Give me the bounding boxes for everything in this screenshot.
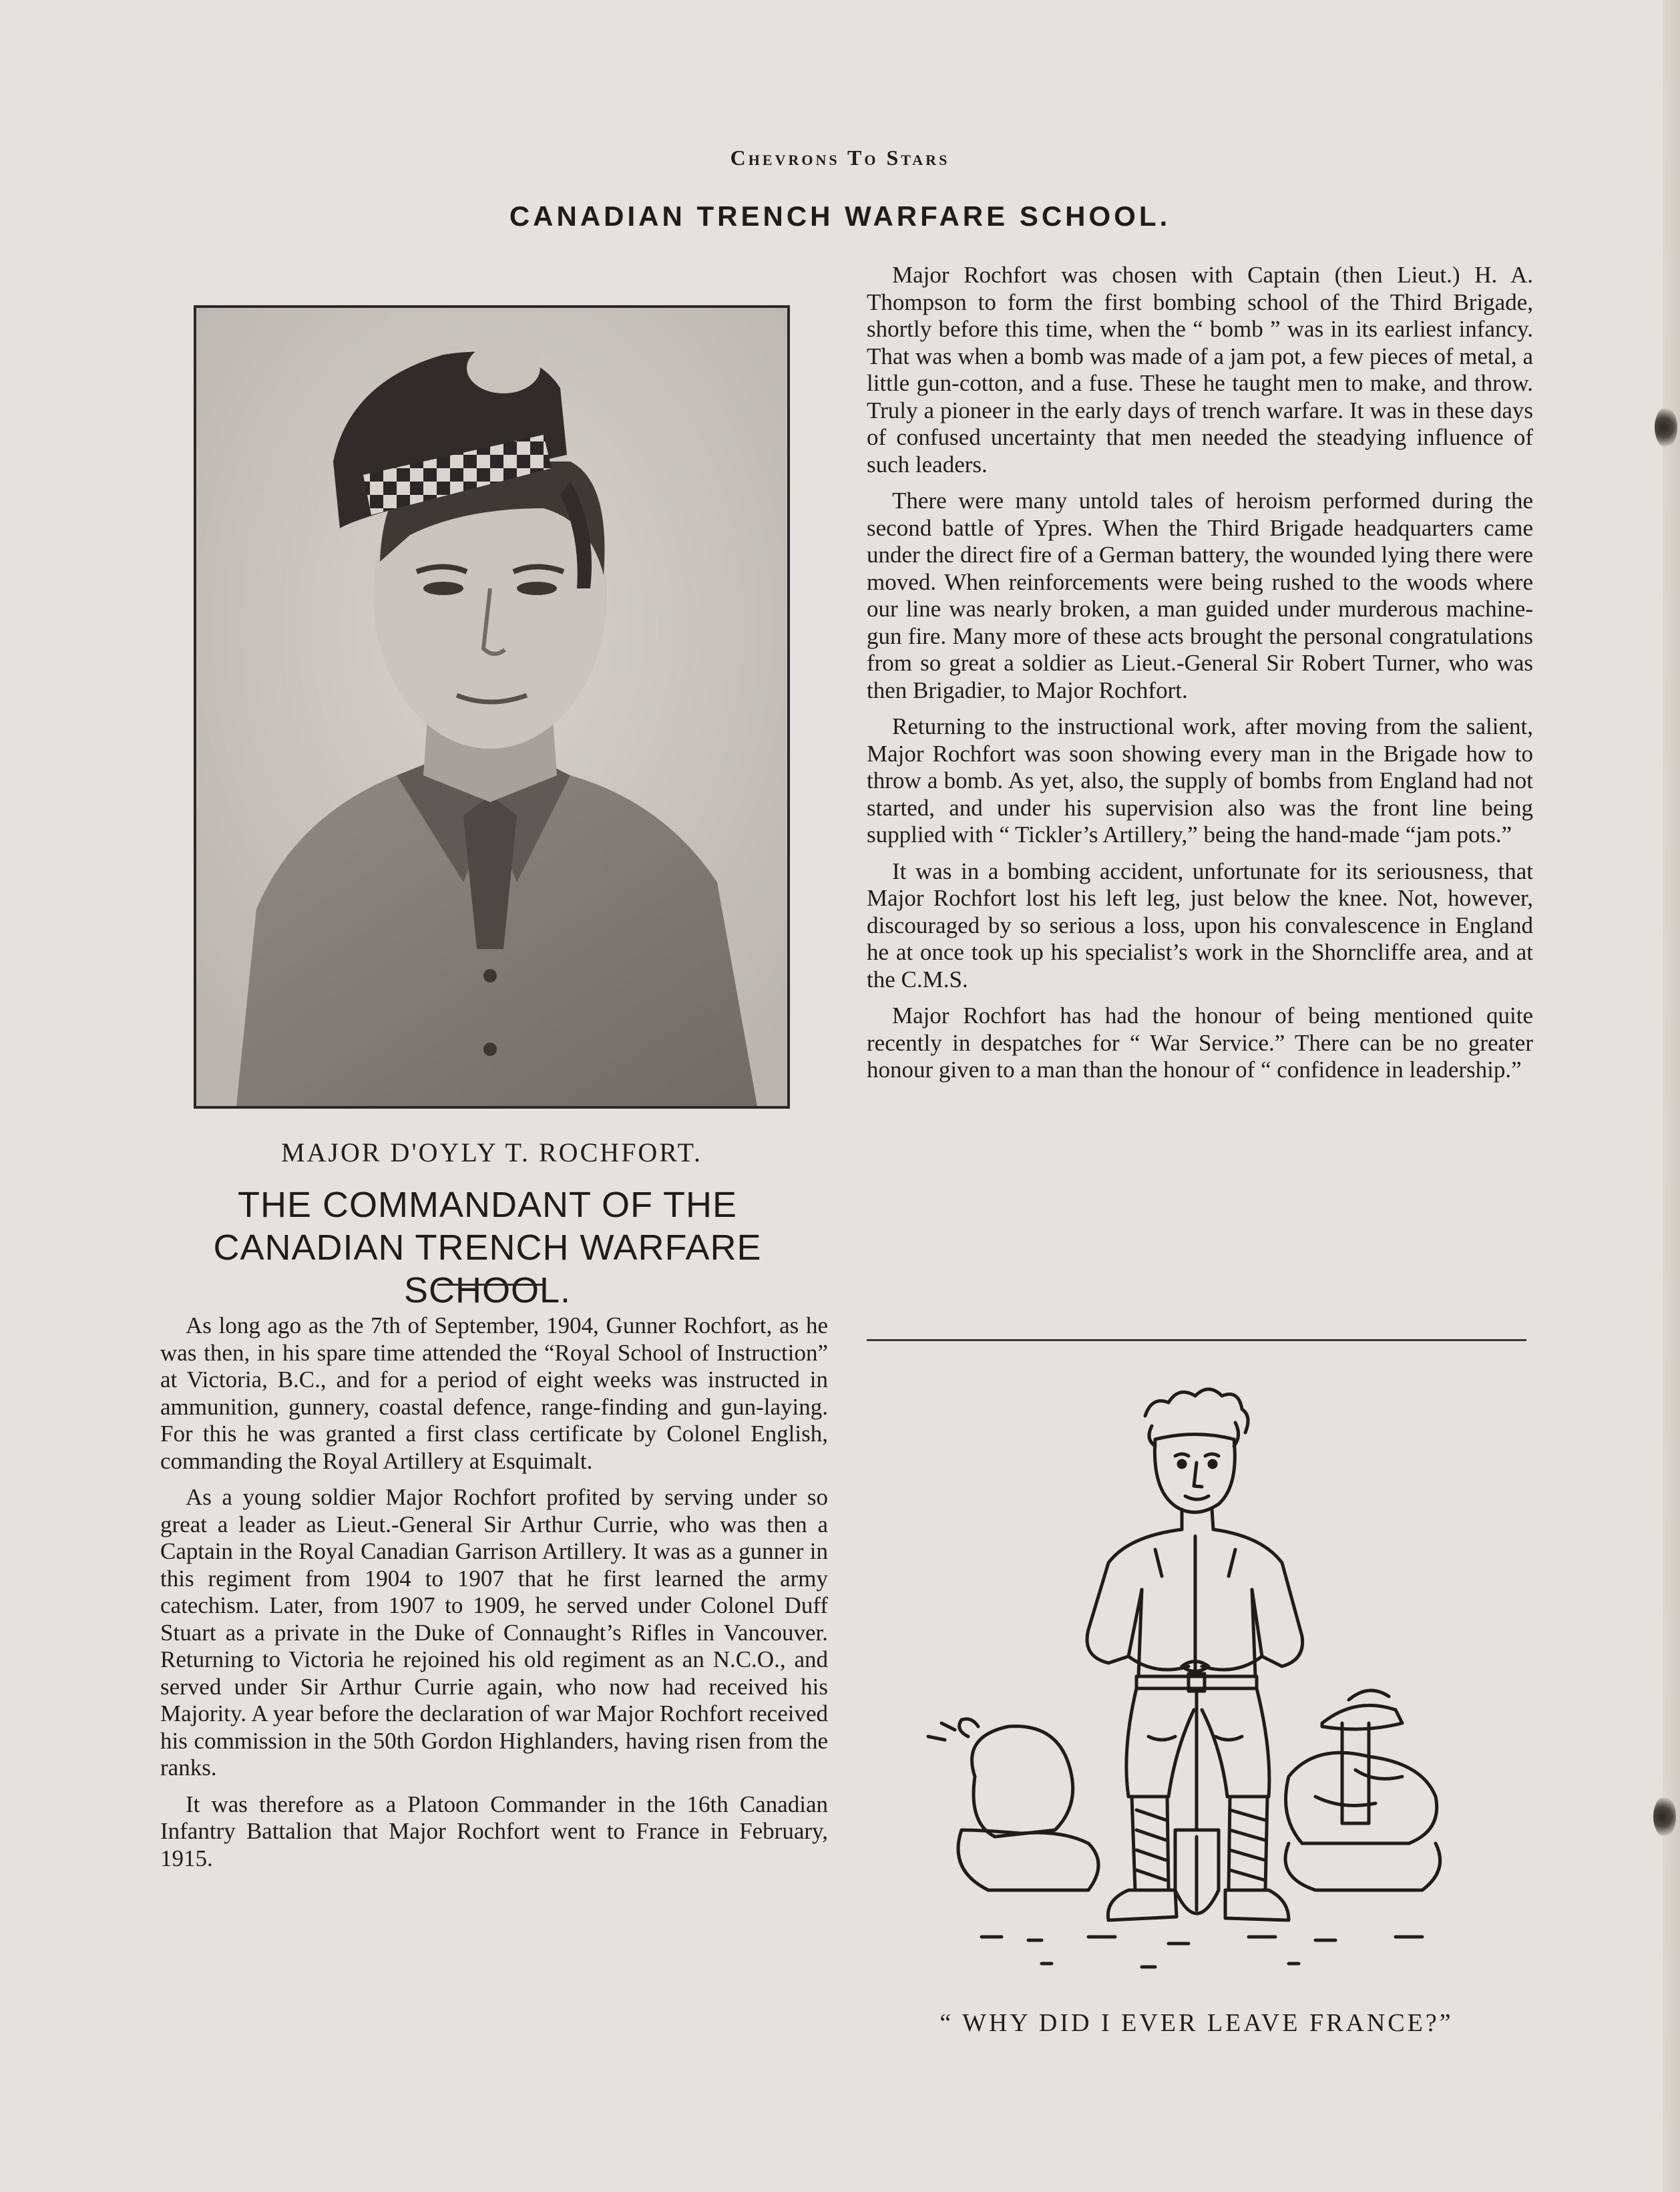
running-head: Chevrons To Stars (730, 146, 950, 170)
cartoon-drawing (888, 1362, 1529, 2004)
page-edge (1663, 0, 1680, 2192)
right-paragraph-3: Returning to the instructional work, after moving from the salient, Major Rochfort was soon showing every man in the Brigade how to throw a bomb. As yet, also, the supply of bombs from England had not started, and under his supervision also was the front line being supplied with “ Tickler’s Artillery,” being the hand-made “jam pots.” (867, 713, 1533, 848)
left-paragraph-2: As a young soldier Major Rochfort profited by serving under so great a leader as Lieut.-General Sir Arthur Currie, who was then a Captain in the Royal Canadian Garrison Artillery. It was as a gunner in this regiment from 1904 to 1907 that he first learned the army catechism. Later, from 1907 to 1909, he served under Colonel Duff Stuart as a private in the Duke of Connaught’s Rifles in Vancouver. Returning to Victoria he rejoined his old regiment as an N.C.O., and served under Sir Arthur Currie again, who now had received his Majority. A year before the declaration of war Major Rochfort received his commission in the 50th Gordon Highlanders, having risen from the ranks. (160, 1484, 828, 1781)
section-divider (867, 1339, 1526, 1341)
left-paragraph-3: It was therefore as a Platoon Commander in the 16th Canadian Infantry Battalion that Major Rochfort went to France in February, 1915. (160, 1791, 828, 1871)
left-paragraph-1: As long ago as the 7th of September, 1904, Gunner Rochfort, as he was then, in his spare time attended the “Royal School of Instruction” at Victoria, B.C., and for a period of eight weeks was instructed in ammunition, gunnery, coastal defence, range-finding and gun-laying. For this he was granted a first class certificate by Colonel English, commanding the Royal Artillery at Esquimalt. (160, 1312, 828, 1474)
left-column (160, 1312, 828, 1881)
right-column (867, 262, 1533, 1093)
cartoon-caption: “ WHY DID I EVER LEAVE FRANCE?” (939, 2009, 1454, 2037)
article-headline: THE COMMANDANT OF THE CANADIAN TRENCH WARFARE SCHOOL. (213, 1185, 762, 1310)
cartoon-illustration (888, 1362, 1529, 2004)
headline-divider (437, 1284, 544, 1286)
page-title: CANADIAN TRENCH WARFARE SCHOOL. (509, 200, 1171, 232)
right-paragraph-1: Major Rochfort was chosen with Captain (then Lieut.) H. A. Thompson to form the first bombing school of the Third Brigade, shortly before this time, when the “ bomb ” was in its earliest infancy. That was when a bomb was made of a jam pot, a few pieces of metal, a little gun-cotton, and a fuse. These he taught men to make, and throw. Truly a pioneer in the early days of trench warfare. It was in these days of confused uncertainty that men needed the steadying influence of such leaders. (867, 262, 1533, 478)
portrait-caption: MAJOR D'OYLY T. ROCHFORT. (280, 1137, 703, 1167)
punch-hole-top (1655, 407, 1677, 447)
right-paragraph-4: It was in a bombing accident, unfortunate for its seriousness, that Major Rochfort lost his left leg, just below the knee. Not, however, discouraged by so serious a loss, upon his convalescence in England he at once took up his specialist’s work in the Shorncliffe area, and at the C.M.S. (867, 858, 1533, 992)
portrait-image (196, 308, 787, 1106)
right-paragraph-2: There were many untold tales of heroism performed during the second battle of Ypres. When the Third Brigade headquarters came under the direct fire of a German battery, the wounded lying there were moved. When reinforcements were being rushed to the woods where our line was nearly broken, a man guided under murderous machine-gun fire. Many more of these acts brought the personal congratulations from so great a soldier as Lieut.-General Sir Robert Turner, who was then Brigadier, to Major Rochfort. (867, 488, 1533, 703)
portrait-photo (194, 305, 790, 1109)
punch-hole-bottom (1653, 1797, 1676, 1837)
right-paragraph-5: Major Rochfort has had the honour of being mentioned quite recently in despatches for “ War Service.” There can be no greater honour given to a man than the honour of “ confidence in leadership.” (867, 1002, 1533, 1083)
